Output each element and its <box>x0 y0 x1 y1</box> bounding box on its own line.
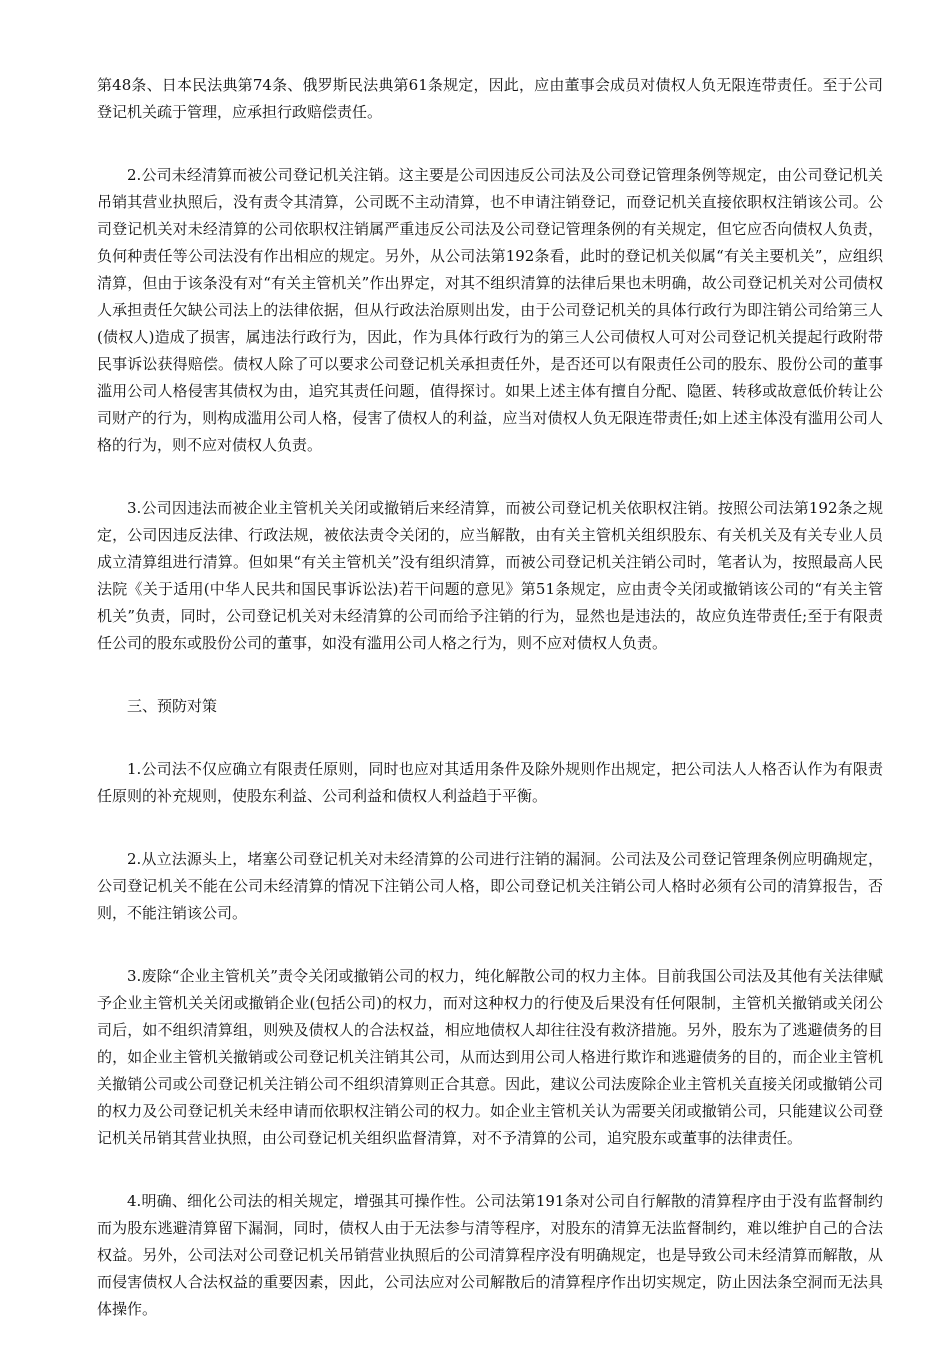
paragraph-measure-4: 4.明确、细化公司法的相关规定，增强其可操作性。公司法第191条对公司自行解散的清算程序由于没有监督制约而为股东逃避清算留下漏洞，同时，债权人由于无法参与清等程序，对股东的清算无法监督制约，难以维护自己的合法权益。另外，公司法对公司登记机关吊销营业执照后的公司清算程序没有明确规定，也是导致公司未经清算而解散，从而侵害债权人合法权益的重要因素，因此，公司法应对公司解散后的清算程序作出切实规定，防止因法条空洞而无法具体操作。 <box>97 1192 883 1318</box>
paragraph-measure-1: 1.公司法不仅应确立有限责任原则，同时也应对其适用条件及除外规则作出规定，把公司法人人格否认作为有限责任原则的补充规则，使股东利益、公司利益和债权人利益趋于平衡。 <box>97 760 883 805</box>
paragraph-measure-3: 3.废除“企业主管机关”责令关闭或撤销公司的权力，纯化解散公司的权力主体。目前我国公司法及其他有关法律赋予企业主管机关关闭或撤销企业(包括公司)的权力，而对这种权力的行使及后果没有任何限制，主管机关撤销或关闭公司后，如不组织清算组，则殃及债权人的合法权益，相应地债权人却往往没有救济措施。另外，股东为了逃避债务的目的，如企业主管机关撤销或公司登记机关注销其公司，从而达到用公司人格进行欺诈和逃避债务的目的，而企业主管机关撤销公司或公司登记机关注销公司不组织清算则正合其意。因此，建议公司法废除企业主管机关直接关闭或撤销公司的权力及公司登记机关未经申请而依职权注销公司的权力。如企业主管机关认为需要关闭或撤销公司，只能建议公司登记机关吊销其营业执照，由公司登记机关组织监督清算，对不予清算的公司，追究股东或董事的法律责任。 <box>97 967 883 1147</box>
section-heading-prevention: 三、预防对策 <box>127 697 218 715</box>
paragraph-item-3-closure: 3.公司因违法而被企业主管机关关闭或撤销后来经清算，而被公司登记机关依职权注销。按照公司法第192条之规定，公司因违反法律、行政法规，被依法责令关闭的，应当解散，由有关主管机关组织股东、有关机关及有关专业人员成立清算组进行清算。但如果“有关主管机关”没有组织清算，而被公司登记机关注销公司时，笔者认为，按照最高人民法院《关于适用(中华人民共和国民事诉讼法)若干问题的意见》第51条规定，应由责令关闭或撤销该公司的“有关主管机关”负责，同时，公司登记机关对未经清算的公司而给予注销的行为，显然也是违法的，故应负连带责任;至于有限责任公司的股东或股份公司的董事，如没有滥用公司人格之行为，则不应对债权人负责。 <box>97 499 883 652</box>
paragraph-measure-2: 2.从立法源头上，堵塞公司登记机关对未经清算的公司进行注销的漏洞。公司法及公司登记管理条例应明确规定，公司登记机关不能在公司未经清算的情况下注销公司人格，即公司登记机关注销公司人格时必须有公司的清算报告，否则，不能注销该公司。 <box>97 850 883 922</box>
paragraph-liability-continued: 第48条、日本民法典第74条、俄罗斯民法典第61条规定，因此，应由董事会成员对债权人负无限连带责任。至于公司登记机关疏于管理，应承担行政赔偿责任。 <box>97 76 883 121</box>
document-body <box>97 72 883 1359</box>
paragraph-item-2-cancellation: 2.公司未经清算而被公司登记机关注销。这主要是公司因违反公司法及公司登记管理条例等规定，由公司登记机关吊销其营业执照后，没有责令其清算，公司既不主动清算，也不申请注销登记，而登记机关直接依职权注销该公司。公司登记机关对未经清算的公司依职权注销属严重违反公司法及公司登记管理条例的有关规定，但它应否向债权人负责，负何种责任等公司法没有作出相应的规定。另外，从公司法第192条看，此时的登记机关似属“有关主要机关”，应组织清算，但由于该条没有对“有关主管机关”作出界定，对其不组织清算的法律后果也未明确，故公司登记机关对公司债权人承担责任欠缺公司法上的法律依据，但从行政法治原则出发，由于公司登记机关的具体行政行为即注销公司给第三人(债权人)造成了损害，属违法行政行为，因此，作为具体行政行为的第三人公司债权人可对公司登记机关提起行政附带民事诉讼获得赔偿。债权人除了可以要求公司登记机关承担责任外，是否还可以有限责任公司的股东、股份公司的董事滥用公司人格侵害其债权为由，追究其责任问题，值得探讨。如果上述主体有擅自分配、隐匿、转移或故意低价转让公司财产的行为，则构成滥用公司人格，侵害了债权人的利益，应当对债权人负无限连带责任;如上述主体没有滥用公司人格的行为，则不应对债权人负责。 <box>97 166 883 454</box>
